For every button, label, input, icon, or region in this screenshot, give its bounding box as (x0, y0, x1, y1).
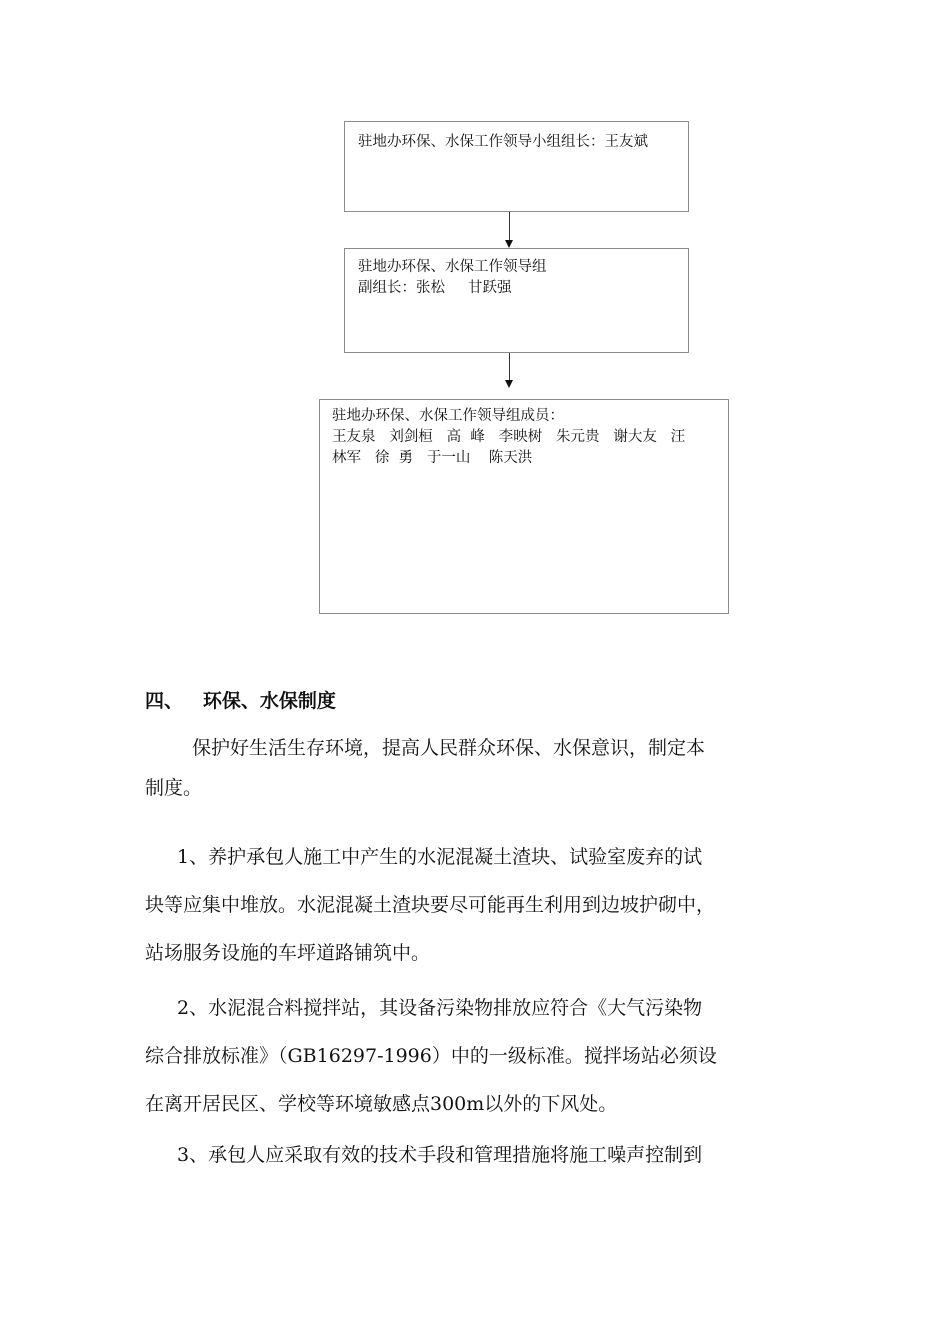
arrow-down-icon (505, 380, 513, 388)
intro-paragraph (145, 728, 825, 808)
section-heading: 四、 环保、水保制度 (145, 690, 336, 712)
org-chart-leader-box (344, 121, 689, 212)
paragraph-line: 站场服务设施的车坪道路铺筑中。 (145, 942, 431, 964)
leader-box-line: 驻地办环保、水保工作领导小组组长：王友斌 (358, 134, 648, 150)
connector-line-2 (509, 353, 510, 380)
members-box-line: 驻地办环保、水保工作领导组成员： (332, 408, 564, 424)
paragraph-line: 制度。 (145, 777, 203, 799)
paragraph-line: 3、承包人应采取有效的技术手段和管理措施将施工噪声控制到 (177, 1144, 703, 1166)
paragraph-line: 综合排放标准》（GB16297-1996）中的一级标准。搅拌场站必须设 (145, 1045, 717, 1067)
rule-item-2 (145, 984, 825, 1128)
arrow-down-icon (505, 240, 513, 248)
org-chart-deputy-box (344, 248, 689, 353)
rule-item-1 (145, 833, 825, 977)
paragraph-line: 在离开居民区、学校等环境敏感点300m以外的下风处。 (145, 1093, 618, 1115)
members-box-line: 林军 徐 勇 于一山 陈天洪 (332, 450, 533, 466)
paragraph-line: 保护好生活生存环境，提高人民群众环保、水保意识，制定本 (192, 737, 706, 759)
rule-item-3 (145, 1131, 825, 1179)
deputy-box-line: 副组长：张松 甘跃强 (358, 280, 512, 296)
deputy-box-line: 驻地办环保、水保工作领导组 (358, 259, 547, 275)
org-chart-members-box (319, 399, 729, 614)
members-box-line: 王友泉 刘剑桓 高 峰 李映树 朱元贵 谢大友 汪 (332, 429, 686, 445)
paragraph-line: 块等应集中堆放。水泥混凝土渣块要尽可能再生利用到边坡护砌中， (145, 894, 716, 916)
paragraph-line: 2、水泥混合料搅拌站，其设备污染物排放应符合《大气污染物 (177, 997, 703, 1019)
connector-line-1 (509, 212, 510, 240)
paragraph-line: 1、养护承包人施工中产生的水泥混凝土渣块、试验室废弃的试 (177, 846, 703, 868)
